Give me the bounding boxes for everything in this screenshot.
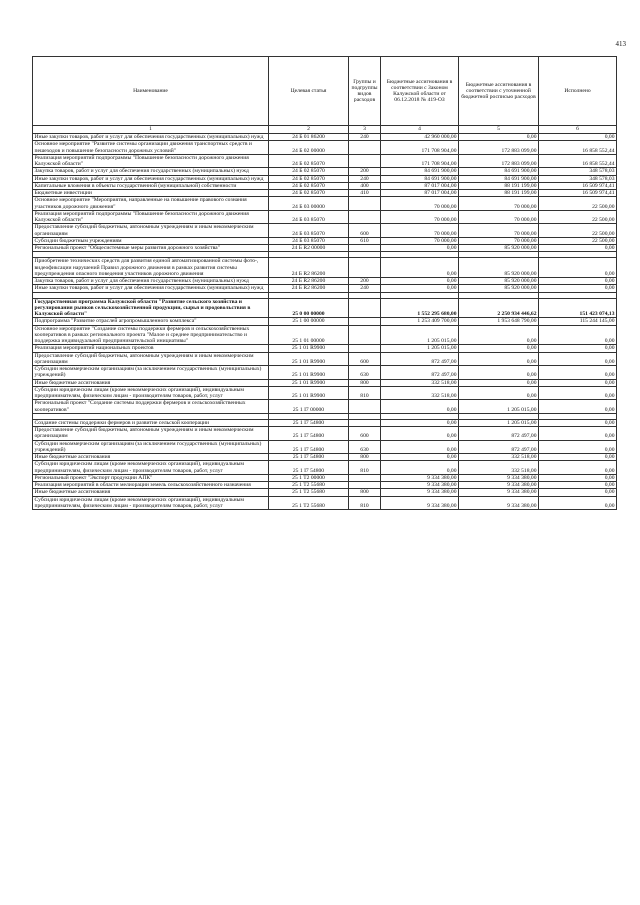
table-row [33,168,617,175]
row-approved-amount-cell: 70 000,00 [381,224,459,238]
row-target-article-cell: 24 Б 03 00000 [269,197,349,211]
row-executed-amount-cell: 0,00 [539,427,617,441]
row-expense-group-cell: 410 [349,190,381,197]
row-target-article-cell: 25 1 I7 54800 [269,440,349,454]
table-row [33,182,617,189]
row-executed-amount-cell: 0,00 [539,496,617,510]
row-executed-amount-cell: 0,00 [539,461,617,475]
column-number: 6 [539,126,617,134]
table-row [33,197,617,211]
row-executed-amount-cell: 0,00 [539,352,617,366]
row-expense-group-cell: 810 [349,496,381,510]
row-name-cell: Субсидии юридическим лицам (кроме некоммерческих организаций), индивидуальным предпринимателям, физическим лицам - производителям товаров, работ, услуг [33,386,269,400]
row-target-article-cell: 24 Б 01 86200 [269,134,349,141]
table-row [33,366,617,380]
table-row [33,285,617,292]
column-number: 2 [269,126,349,134]
row-executed-amount-cell: 22 500,00 [539,224,617,238]
row-executed-amount-cell: 0,00 [539,379,617,386]
row-target-article-cell: 24 Б 02 85070 [269,175,349,182]
table-row [33,440,617,454]
row-name-cell: Субсидии юридическим лицам (кроме некоммерческих организаций), индивидуальным предпринимателям, физическим лицам - производителям товаров, работ, услуг [33,496,269,510]
row-revised-amount-cell: 88 191 199,00 [459,182,539,189]
row-executed-amount-cell: 348 578,03 [539,168,617,175]
row-executed-amount-cell: 0,00 [539,325,617,345]
table-row [33,237,617,244]
row-target-article-cell: 25 1 T2 55680 [269,482,349,489]
row-approved-amount-cell: 9 334 380,00 [381,496,459,510]
row-revised-amount-cell: 0,00 [459,366,539,380]
table-row [33,258,617,278]
row-revised-amount-cell: 1 205 015,00 [459,419,539,426]
row-executed-amount-cell: 0,00 [539,419,617,426]
row-approved-amount-cell: 0,00 [381,278,459,285]
row-name-cell: Основное мероприятие "Создание системы поддержки фермеров и сельскохозяйственных кооперативов в рамках регионального проекта "Малое и среднее предпринимательство и поддержка индивидуальной предпринимательской инициативы" [33,325,269,345]
column-number: 1 [33,126,269,134]
table-row [33,245,617,252]
row-revised-amount-cell: 85 920 000,00 [459,258,539,278]
header-expense-group: Группы и подгруппы видов расходов [349,57,381,126]
row-approved-amount-cell: 1 205 015,00 [381,325,459,345]
row-name-cell: Региональный проект "Экспорт продукции АПК" [33,474,269,481]
row-expense-group-cell [349,245,381,252]
row-expense-group-cell: 240 [349,175,381,182]
row-name-cell: Предоставление субсидий бюджетным, автономным учреждениям и иным некоммерческим организациям [33,224,269,238]
row-expense-group-cell: 240 [349,134,381,141]
row-revised-amount-cell: 85 920 000,00 [459,285,539,292]
budget-table [32,56,617,510]
table-row [33,419,617,426]
row-revised-amount-cell: 85 920 000,00 [459,278,539,285]
row-revised-amount-cell: 88 191 199,00 [459,190,539,197]
row-expense-group-cell [349,325,381,345]
table-row [33,325,617,345]
row-expense-group-cell: 600 [349,427,381,441]
row-approved-amount-cell: 0,00 [381,285,459,292]
column-number: 3 [349,126,381,134]
row-expense-group-cell [349,197,381,211]
row-expense-group-cell: 200 [349,168,381,175]
row-expense-group-cell [349,154,381,168]
row-target-article-cell: 25 1 00 00000 [269,318,349,325]
row-name-cell: Закупка товаров, работ и услуг для обеспечения государственных (муниципальных) нужд [33,168,269,175]
row-target-article-cell: 25 1 01 R9900 [269,386,349,400]
row-target-article-cell: 25 0 00 00000 [269,298,349,318]
row-executed-amount-cell: 22 500,00 [539,237,617,244]
header-target-article: Целевая статья [269,57,349,126]
row-revised-amount-cell: 9 334 380,00 [459,482,539,489]
row-target-article-cell: 25 1 I7 54800 [269,461,349,475]
row-expense-group-cell [349,258,381,278]
table-row [33,379,617,386]
row-approved-amount-cell: 171 708 904,00 [381,154,459,168]
row-executed-amount-cell: 0,00 [539,440,617,454]
page-number: 413 [615,40,626,48]
row-name-cell: Подпрограмма "Развитие отраслей агропромышленного комплекса" [33,318,269,325]
row-expense-group-cell: 800 [349,489,381,496]
row-name-cell: Бюджетные инвестиции [33,190,269,197]
row-expense-group-cell: 610 [349,237,381,244]
row-target-article-cell: 25 1 T2 00000 [269,474,349,481]
row-name-cell: Региональный проект "Общесистемные меры развития дорожного хозяйства" [33,245,269,252]
row-name-cell: Иные бюджетные ассигнования [33,489,269,496]
row-revised-amount-cell: 0,00 [459,386,539,400]
header-name: Наименование [33,57,269,126]
row-name-cell: Государственная программа Калужской области "Развитие сельского хозяйства и регулирования рынков сельскохозяйственной продукции, сырья и продовольствия в Калужской области" [33,298,269,318]
row-name-cell: Субсидии юридическим лицам (кроме некоммерческих организаций), индивидуальным предпринимателям, физическим лицам - производителям товаров, работ, услуг [33,461,269,475]
row-target-article-cell: 24 Б R2 86200 [269,258,349,278]
row-expense-group-cell: 600 [349,352,381,366]
row-name-cell: Иные закупки товаров, работ и услуг для обеспечения государственных (муниципальных) нужд [33,285,269,292]
row-executed-amount-cell: 0,00 [539,386,617,400]
row-revised-amount-cell: 70 000,00 [459,224,539,238]
row-target-article-cell: 24 Б 03 85070 [269,224,349,238]
table-row [33,224,617,238]
row-executed-amount-cell: 0,00 [539,489,617,496]
row-revised-amount-cell: 1 953 648 790,00 [459,318,539,325]
row-target-article-cell: 24 Б 02 85070 [269,168,349,175]
row-name-cell: Иные закупки товаров, работ и услуг для обеспечения государственных (муниципальных) нужд [33,175,269,182]
row-approved-amount-cell: 0,00 [381,258,459,278]
row-expense-group-cell [349,141,381,155]
row-name-cell: Субсидии некоммерческим организациям (за исключением государственных (муниципальных) учреждений) [33,366,269,380]
header-revised-allocations: Бюджетные ассигнования в соответствии с уточненной бюджетной росписью расходов [459,57,539,126]
row-approved-amount-cell: 0,00 [381,419,459,426]
row-name-cell: Приобретение технических средств для развития единой автоматизированной системы фото-, видеофиксации нарушений Правил дорожного движения в рамках развития системы предупреждения опасного поведения участников дорожного движения [33,258,269,278]
row-expense-group-cell [349,210,381,224]
row-expense-group-cell [349,345,381,352]
row-name-cell: Основное мероприятие "Развитие системы организации движения транспортных средств и пешеходов и повышение безопасности дорожных условий" [33,141,269,155]
row-executed-amount-cell: 0,00 [539,278,617,285]
row-approved-amount-cell: 1 253 409 700,00 [381,318,459,325]
row-executed-amount-cell: 0,00 [539,285,617,292]
row-target-article-cell: 25 1 01 R9900 [269,345,349,352]
row-target-article-cell: 25 1 I7 54800 [269,419,349,426]
row-revised-amount-cell: 0,00 [459,325,539,345]
row-target-article-cell: 25 1 01 R9900 [269,379,349,386]
row-target-article-cell: 25 1 T2 55680 [269,489,349,496]
row-target-article-cell: 25 1 I7 00000 [269,400,349,414]
row-expense-group-cell: 200 [349,278,381,285]
row-name-cell: Закупка товаров, работ и услуг для обеспечения государственных (муниципальных) нужд [33,278,269,285]
row-executed-amount-cell: 348 578,03 [539,175,617,182]
row-revised-amount-cell: 332 518,00 [459,454,539,461]
row-revised-amount-cell: 2 250 934 446,62 [459,298,539,318]
column-number-row [33,126,617,134]
row-executed-amount-cell: 22 500,00 [539,197,617,211]
row-revised-amount-cell: 1 205 015,00 [459,400,539,414]
row-approved-amount-cell: 84 691 900,00 [381,175,459,182]
row-approved-amount-cell: 70 000,00 [381,197,459,211]
row-target-article-cell: 25 1 01 R9900 [269,366,349,380]
row-revised-amount-cell: 172 883 099,00 [459,141,539,155]
row-approved-amount-cell: 332 518,00 [381,379,459,386]
table-row [33,474,617,481]
row-expense-group-cell [349,318,381,325]
table-row [33,175,617,182]
column-number: 4 [381,126,459,134]
row-name-cell: Создание системы поддержки фермеров и развитие сельской кооперации [33,419,269,426]
table-row [33,210,617,224]
row-name-cell: Реализация мероприятий подпрограммы "Повышение безопасности дорожного движения Калужской области" [33,154,269,168]
header-approved-allocations: Бюджетные ассигнования в соответствии с Законом Калужской области от 06.12.2018 № 419-ОЗ [381,57,459,126]
row-revised-amount-cell: 872 497,00 [459,440,539,454]
row-revised-amount-cell: 172 883 099,00 [459,154,539,168]
row-executed-amount-cell: 0,00 [539,245,617,252]
row-executed-amount-cell: 0,00 [539,258,617,278]
row-executed-amount-cell: 0,00 [539,400,617,414]
table-row [33,454,617,461]
table-row [33,386,617,400]
row-revised-amount-cell: 872 497,00 [459,427,539,441]
row-expense-group-cell: 630 [349,366,381,380]
row-approved-amount-cell: 872 497,00 [381,366,459,380]
table-row [33,278,617,285]
row-expense-group-cell: 800 [349,454,381,461]
row-approved-amount-cell: 0,00 [381,454,459,461]
row-revised-amount-cell: 70 000,00 [459,197,539,211]
row-approved-amount-cell: 0,00 [381,400,459,414]
row-approved-amount-cell: 0,00 [381,245,459,252]
row-revised-amount-cell: 0,00 [459,345,539,352]
row-revised-amount-cell: 84 691 900,00 [459,168,539,175]
row-executed-amount-cell: 16 858 552,44 [539,154,617,168]
table-row [33,345,617,352]
table-row [33,154,617,168]
row-approved-amount-cell: 87 017 004,00 [381,182,459,189]
row-executed-amount-cell: 115 244 145,00 [539,318,617,325]
row-executed-amount-cell: 151 423 074,13 [539,298,617,318]
row-approved-amount-cell: 87 017 004,00 [381,190,459,197]
row-executed-amount-cell: 16 509 974,41 [539,182,617,189]
row-target-article-cell: 25 1 I7 54800 [269,427,349,441]
row-name-cell: Реализация мероприятий подпрограммы "Повышение безопасности дорожного движения Калужской области" [33,210,269,224]
column-number: 5 [459,126,539,134]
table-row [33,427,617,441]
row-approved-amount-cell: 42 960 000,00 [381,134,459,141]
row-revised-amount-cell: 0,00 [459,352,539,366]
table-row [33,352,617,366]
row-executed-amount-cell: 0,00 [539,134,617,141]
row-expense-group-cell: 810 [349,461,381,475]
row-name-cell: Субсидии бюджетным учреждениям [33,237,269,244]
row-revised-amount-cell: 85 920 000,00 [459,245,539,252]
row-target-article-cell: 24 Б 02 00000 [269,141,349,155]
row-target-article-cell: 25 1 T2 55680 [269,496,349,510]
row-executed-amount-cell: 0,00 [539,474,617,481]
row-approved-amount-cell: 332 518,00 [381,386,459,400]
row-name-cell: Иные закупки товаров, работ и услуг для обеспечения государственных (муниципальных) нужд [33,134,269,141]
row-approved-amount-cell: 872 497,00 [381,352,459,366]
row-executed-amount-cell: 0,00 [539,345,617,352]
table-row [33,134,617,141]
row-expense-group-cell: 600 [349,224,381,238]
row-target-article-cell: 24 Б R2 86200 [269,278,349,285]
row-expense-group-cell: 810 [349,386,381,400]
row-expense-group-cell: 240 [349,285,381,292]
row-name-cell: Региональный проект "Создание системы поддержки фермеров и сельскохозяйственных кооперативов" [33,400,269,414]
row-expense-group-cell [349,419,381,426]
row-target-article-cell: 24 Б R2 86200 [269,285,349,292]
row-name-cell: Реализация мероприятий национальных проектов [33,345,269,352]
row-approved-amount-cell: 1 205 015,00 [381,345,459,352]
row-approved-amount-cell: 84 691 900,00 [381,168,459,175]
row-executed-amount-cell: 22 500,00 [539,210,617,224]
table-row [33,298,617,318]
row-expense-group-cell [349,298,381,318]
row-name-cell: Основное мероприятие "Мероприятия, направленные на повышение правового сознания участников дорожного движения" [33,197,269,211]
row-approved-amount-cell: 1 552 295 680,00 [381,298,459,318]
row-name-cell: Предоставление субсидий бюджетным, автономным учреждениям и иным некоммерческим организациям [33,352,269,366]
row-revised-amount-cell: 9 334 380,00 [459,474,539,481]
row-executed-amount-cell: 0,00 [539,482,617,489]
row-revised-amount-cell: 9 334 380,00 [459,489,539,496]
row-expense-group-cell: 400 [349,182,381,189]
row-approved-amount-cell: 0,00 [381,461,459,475]
row-name-cell: Иные бюджетные ассигнования [33,379,269,386]
row-target-article-cell: 25 1 I7 54800 [269,454,349,461]
row-approved-amount-cell: 0,00 [381,427,459,441]
table-row [33,190,617,197]
row-revised-amount-cell: 70 000,00 [459,237,539,244]
row-revised-amount-cell: 9 334 380,00 [459,496,539,510]
row-target-article-cell: 24 Б 03 85070 [269,237,349,244]
row-name-cell: Иные бюджетные ассигнования [33,454,269,461]
table-row [33,496,617,510]
row-target-article-cell: 25 1 01 00000 [269,325,349,345]
row-target-article-cell: 25 1 01 R9900 [269,352,349,366]
row-name-cell: Реализация мероприятий в области мелиорации земель сельскохозяйственного назначения [33,482,269,489]
table-row [33,482,617,489]
row-name-cell: Субсидии некоммерческим организациям (за исключением государственных (муниципальных) учреждений) [33,440,269,454]
table-row [33,318,617,325]
row-approved-amount-cell: 9 334 380,00 [381,489,459,496]
row-expense-group-cell: 630 [349,440,381,454]
row-target-article-cell: 24 Б 02 85070 [269,190,349,197]
row-approved-amount-cell: 70 000,00 [381,210,459,224]
row-revised-amount-cell: 84 691 900,00 [459,175,539,182]
row-expense-group-cell [349,400,381,414]
row-approved-amount-cell: 171 708 904,00 [381,141,459,155]
row-approved-amount-cell: 9 334 380,00 [381,482,459,489]
table-body [33,134,617,510]
row-approved-amount-cell: 9 334 380,00 [381,474,459,481]
header-executed: Исполнено [539,57,617,126]
table-row [33,141,617,155]
row-revised-amount-cell: 70 000,00 [459,210,539,224]
header-row [33,57,617,126]
row-executed-amount-cell: 0,00 [539,454,617,461]
row-name-cell: Предоставление субсидий бюджетным, автономным учреждениям и иным некоммерческим организациям [33,427,269,441]
row-target-article-cell: 24 Б 02 85070 [269,182,349,189]
row-executed-amount-cell: 16 509 974,41 [539,190,617,197]
table-row [33,400,617,414]
row-executed-amount-cell: 16 858 552,44 [539,141,617,155]
row-expense-group-cell [349,474,381,481]
row-expense-group-cell: 800 [349,379,381,386]
row-revised-amount-cell: 0,00 [459,134,539,141]
row-revised-amount-cell: 0,00 [459,379,539,386]
row-approved-amount-cell: 70 000,00 [381,237,459,244]
row-target-article-cell: 24 Б R2 00000 [269,245,349,252]
row-revised-amount-cell: 332 518,00 [459,461,539,475]
table-row [33,461,617,475]
table-row [33,489,617,496]
row-target-article-cell: 24 Б 02 85070 [269,154,349,168]
row-approved-amount-cell: 0,00 [381,440,459,454]
row-expense-group-cell [349,482,381,489]
row-name-cell: Капитальные вложения в объекты государственной (муниципальной) собственности [33,182,269,189]
row-target-article-cell: 24 Б 03 85070 [269,210,349,224]
row-executed-amount-cell: 0,00 [539,366,617,380]
